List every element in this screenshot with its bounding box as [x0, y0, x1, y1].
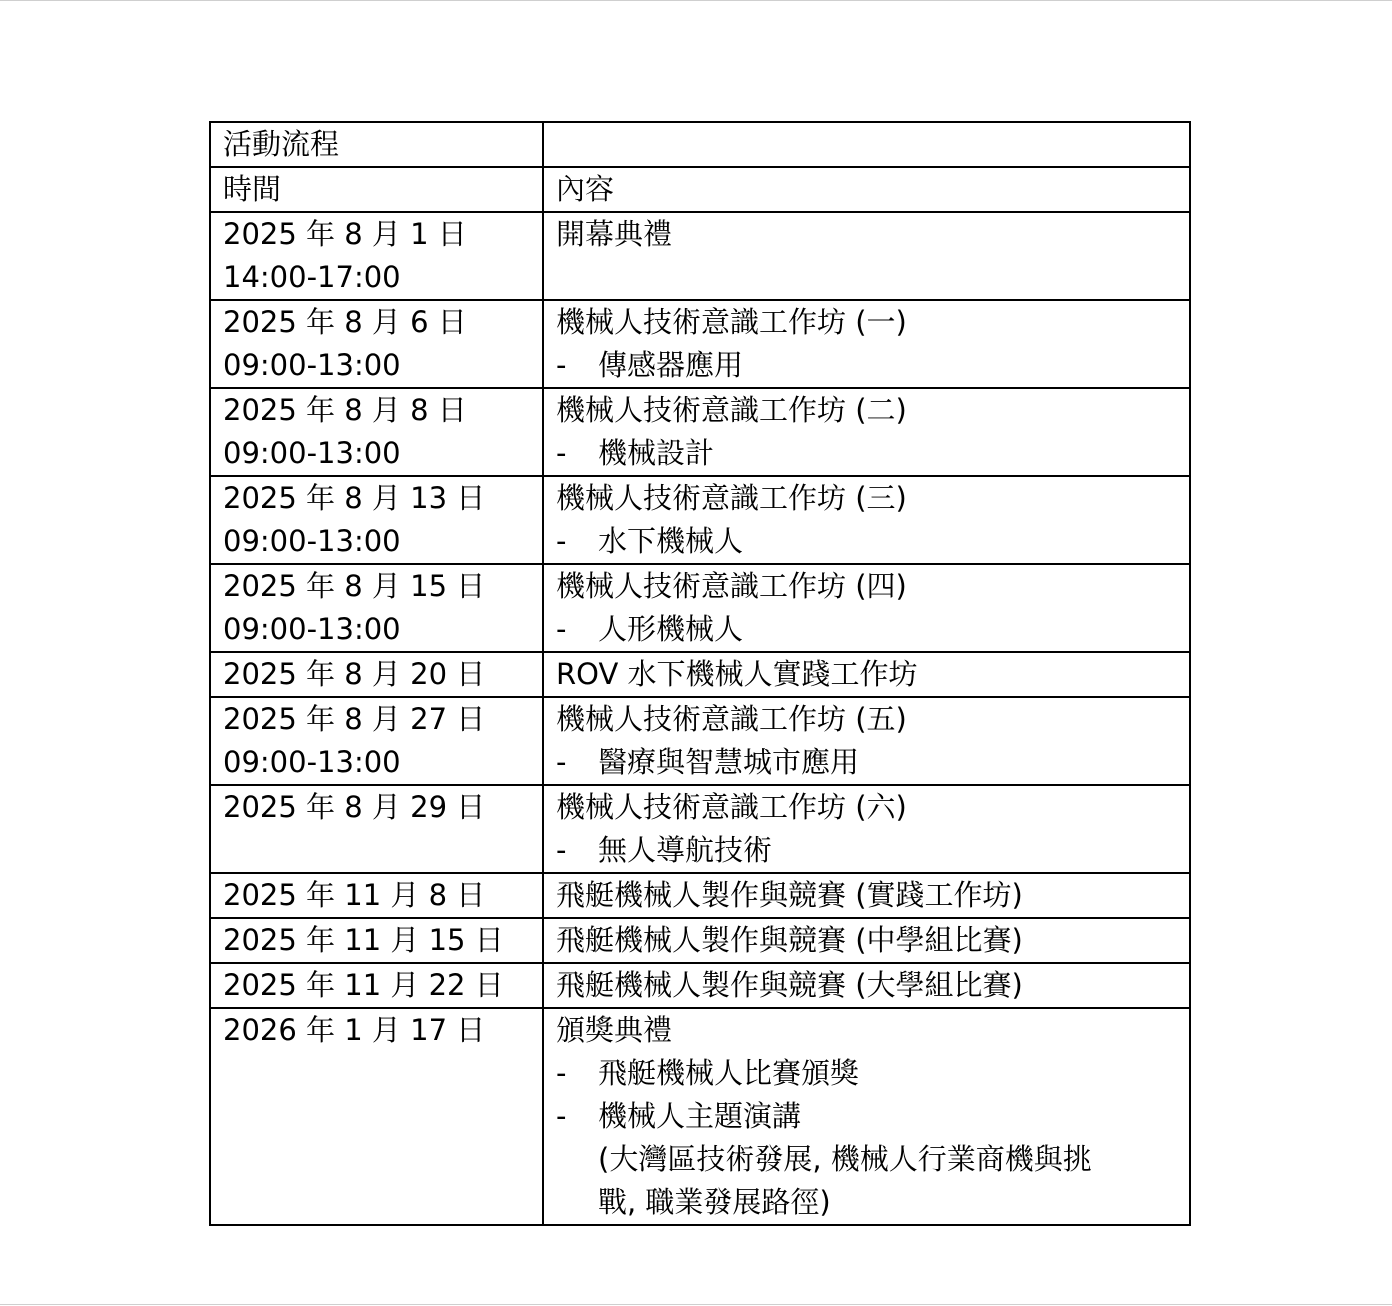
schedule-time-cell: [210, 918, 543, 963]
schedule-date: 2025 年 8 月 20 日: [223, 657, 486, 691]
schedule-event-title: 機械人技術意識工作坊 (四): [556, 569, 907, 603]
schedule-content-cell: [543, 212, 1190, 300]
schedule-row: [210, 697, 1190, 785]
schedule-bullet-text: 傳感器應用: [598, 348, 744, 382]
schedule-date: 2025 年 8 月 1 日: [223, 217, 467, 251]
schedule-time-range: 09:00-13:00: [223, 348, 401, 382]
schedule-time-cell: [210, 476, 543, 564]
bullet-dash: -: [556, 745, 567, 779]
schedule-bullet-item: [556, 432, 1177, 475]
schedule-date: 2025 年 8 月 29 日: [223, 790, 486, 824]
schedule-bullet-text: 醫療與智慧城市應用: [598, 745, 860, 779]
schedule-event-title: 飛艇機械人製作與競賽 (中學組比賽): [556, 923, 1023, 957]
schedule-time-cell: [210, 212, 543, 300]
schedule-time-cell: [210, 388, 543, 476]
schedule-row: [210, 300, 1190, 388]
schedule-event-title: 機械人技術意識工作坊 (三): [556, 481, 907, 515]
schedule-row: [210, 963, 1190, 1008]
schedule-row: [210, 476, 1190, 564]
schedule-bullet-text: 人形機械人: [598, 612, 744, 646]
bullet-dash: -: [556, 436, 567, 470]
table-title: 活動流程: [210, 122, 543, 167]
schedule-row: [210, 918, 1190, 963]
page-top-border: [0, 0, 1392, 1]
schedule-content-cell: [543, 785, 1190, 873]
schedule-bullet-text: 無人導航技術: [598, 833, 773, 867]
schedule-content-cell: [543, 652, 1190, 697]
schedule-content-cell: [543, 697, 1190, 785]
table-title-right: [543, 122, 1190, 167]
schedule-bullet-item: [556, 1095, 1177, 1138]
bullet-dash: -: [556, 348, 567, 382]
schedule-time-range: 09:00-13:00: [223, 524, 401, 558]
schedule-event-title: 頒獎典禮: [556, 1013, 673, 1047]
schedule-note-line: (大灣區技術發展, 機械人行業商機與挑: [598, 1142, 1092, 1176]
bullet-dash: -: [556, 833, 567, 867]
schedule-bullet-text: 水下機械人: [598, 524, 744, 558]
schedule-content-cell: [543, 564, 1190, 652]
schedule-time-range: 14:00-17:00: [223, 260, 401, 294]
schedule-row: [210, 1008, 1190, 1225]
schedule-time-range: 09:00-13:00: [223, 612, 401, 646]
schedule-time-range: 09:00-13:00: [223, 745, 401, 779]
schedule-date: 2025 年 11 月 22 日: [223, 968, 504, 1002]
schedule-time-cell: [210, 785, 543, 873]
schedule-event-title: 機械人技術意識工作坊 (二): [556, 393, 907, 427]
schedule-content-cell: [543, 300, 1190, 388]
schedule-time-cell: [210, 564, 543, 652]
schedule-date: 2025 年 8 月 6 日: [223, 305, 467, 339]
table-header-row: [210, 167, 1190, 212]
schedule-row: [210, 785, 1190, 873]
schedule-bullet-text: 機械設計: [598, 436, 715, 470]
schedule-bullet-item: [556, 1052, 1177, 1095]
schedule-bullet-item: [556, 520, 1177, 563]
schedule-content-cell: [543, 918, 1190, 963]
schedule-content-cell: [543, 1008, 1190, 1225]
schedule-bullet-item: [556, 741, 1177, 784]
schedule-event-title: 機械人技術意識工作坊 (一): [556, 305, 907, 339]
schedule-time-cell: [210, 697, 543, 785]
schedule-date: 2025 年 11 月 8 日: [223, 878, 486, 912]
schedule-time-cell: [210, 873, 543, 918]
schedule-time-range: 09:00-13:00: [223, 436, 401, 470]
schedule-note-line: 戰, 職業發展路徑): [598, 1185, 831, 1219]
schedule-event-title: 開幕典禮: [556, 217, 673, 251]
schedule-event-title: ROV 水下機械人實踐工作坊: [556, 657, 918, 691]
bullet-dash: -: [556, 1056, 567, 1090]
schedule-row: [210, 652, 1190, 697]
schedule-row: [210, 212, 1190, 300]
schedule-date: 2026 年 1 月 17 日: [223, 1013, 486, 1047]
bullet-dash: -: [556, 524, 567, 558]
page-bottom-border: [0, 1304, 1392, 1305]
schedule-time-cell: [210, 300, 543, 388]
schedule-content-cell: [543, 873, 1190, 918]
schedule-row: [210, 873, 1190, 918]
schedule-event-title: 飛艇機械人製作與競賽 (大學組比賽): [556, 968, 1023, 1002]
schedule-content-cell: [543, 963, 1190, 1008]
schedule-bullet-item: [556, 344, 1177, 387]
schedule-date: 2025 年 8 月 8 日: [223, 393, 467, 427]
schedule-row: [210, 388, 1190, 476]
schedule-bullet-text: 機械人主題演講: [598, 1099, 802, 1133]
schedule-time-cell: [210, 963, 543, 1008]
schedule-date: 2025 年 8 月 15 日: [223, 569, 486, 603]
schedule-row: [210, 564, 1190, 652]
schedule-table: [209, 121, 1191, 1226]
schedule-time-cell: [210, 1008, 543, 1225]
schedule-bullet-text: 飛艇機械人比賽頒獎: [598, 1056, 860, 1090]
schedule-content-cell: [543, 388, 1190, 476]
schedule-time-cell: [210, 652, 543, 697]
schedule-date: 2025 年 11 月 15 日: [223, 923, 504, 957]
schedule-event-title: 飛艇機械人製作與競賽 (實踐工作坊): [556, 878, 1023, 912]
schedule-date: 2025 年 8 月 13 日: [223, 481, 486, 515]
schedule-bullet-item: [556, 829, 1177, 872]
column-header-content: 內容: [543, 167, 1190, 212]
schedule-bullet-item: [556, 608, 1177, 651]
schedule-date: 2025 年 8 月 27 日: [223, 702, 486, 736]
schedule-event-title: 機械人技術意識工作坊 (五): [556, 702, 907, 736]
table-title-row: [210, 122, 1190, 167]
column-header-time: 時間: [210, 167, 543, 212]
bullet-dash: -: [556, 612, 567, 646]
schedule-content-cell: [543, 476, 1190, 564]
schedule-event-title: 機械人技術意識工作坊 (六): [556, 790, 907, 824]
bullet-dash: -: [556, 1099, 567, 1133]
